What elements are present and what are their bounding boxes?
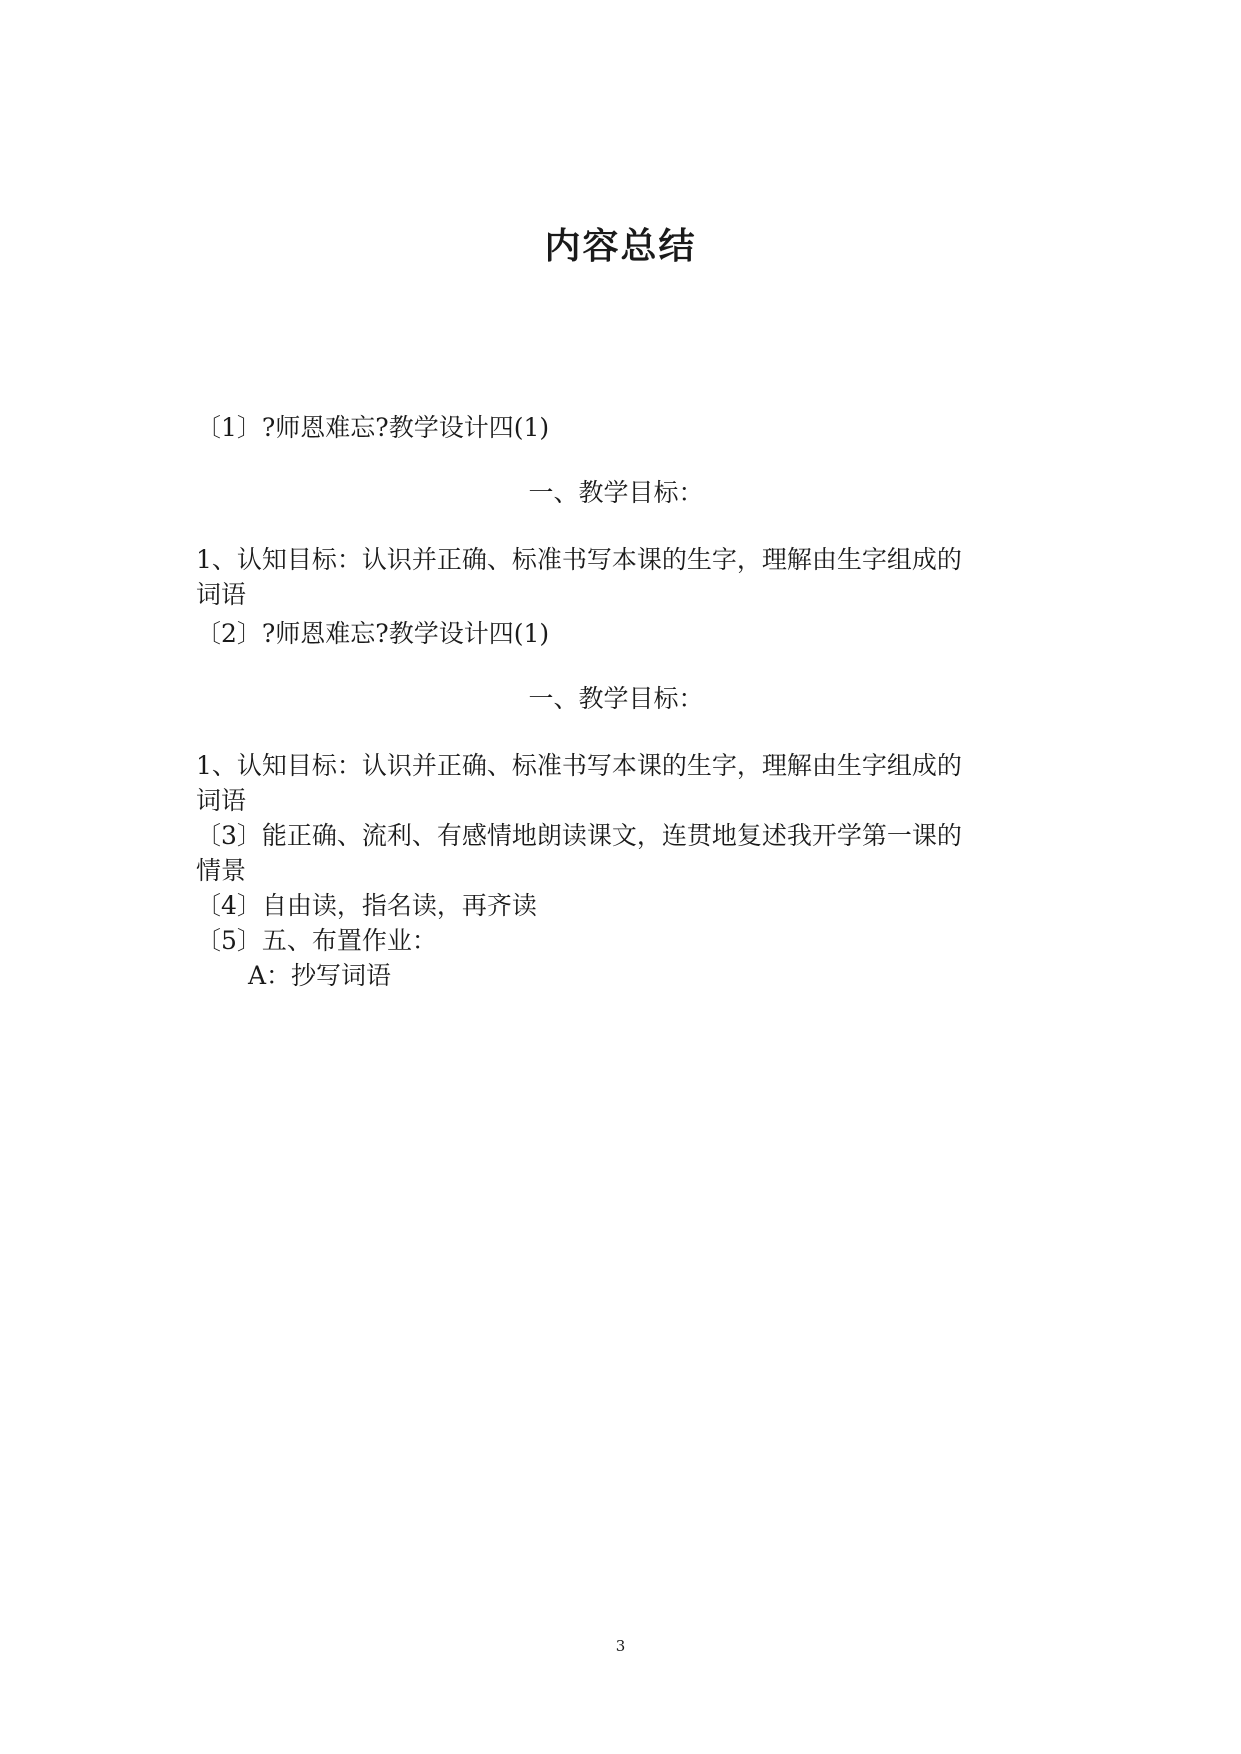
homework-line: A：抄写词语: [248, 961, 392, 990]
item-4-line: 〔4〕自由读，指名读，再齐读: [196, 891, 537, 920]
objective-line: 1、认知目标：认识并正确、标准书写本课的生字，理解由生字组成的: [196, 545, 962, 574]
item-5-line: 〔5〕五、布置作业：: [196, 926, 437, 955]
item-3-line: 〔3〕能正确、流利、有感情地朗读课文，连贯地复述我开学第一课的: [196, 821, 962, 850]
section-heading-objectives: 一、教学目标：: [528, 478, 704, 507]
item-1-heading: 〔1〕?师恩难忘?教学设计四(1): [196, 413, 550, 442]
section-heading-objectives: 一、教学目标：: [528, 684, 704, 713]
item-3-line-continued: 情景: [196, 856, 247, 885]
item-2-heading: 〔2〕?师恩难忘?教学设计四(1): [196, 619, 550, 648]
objective-line-continued: 词语: [196, 786, 247, 815]
page-number: 3: [615, 1637, 626, 1655]
objective-line: 1、认知目标：认识并正确、标准书写本课的生字，理解由生字组成的: [196, 751, 962, 780]
objective-line-continued: 词语: [196, 580, 247, 609]
page-title: 内容总结: [544, 226, 697, 267]
